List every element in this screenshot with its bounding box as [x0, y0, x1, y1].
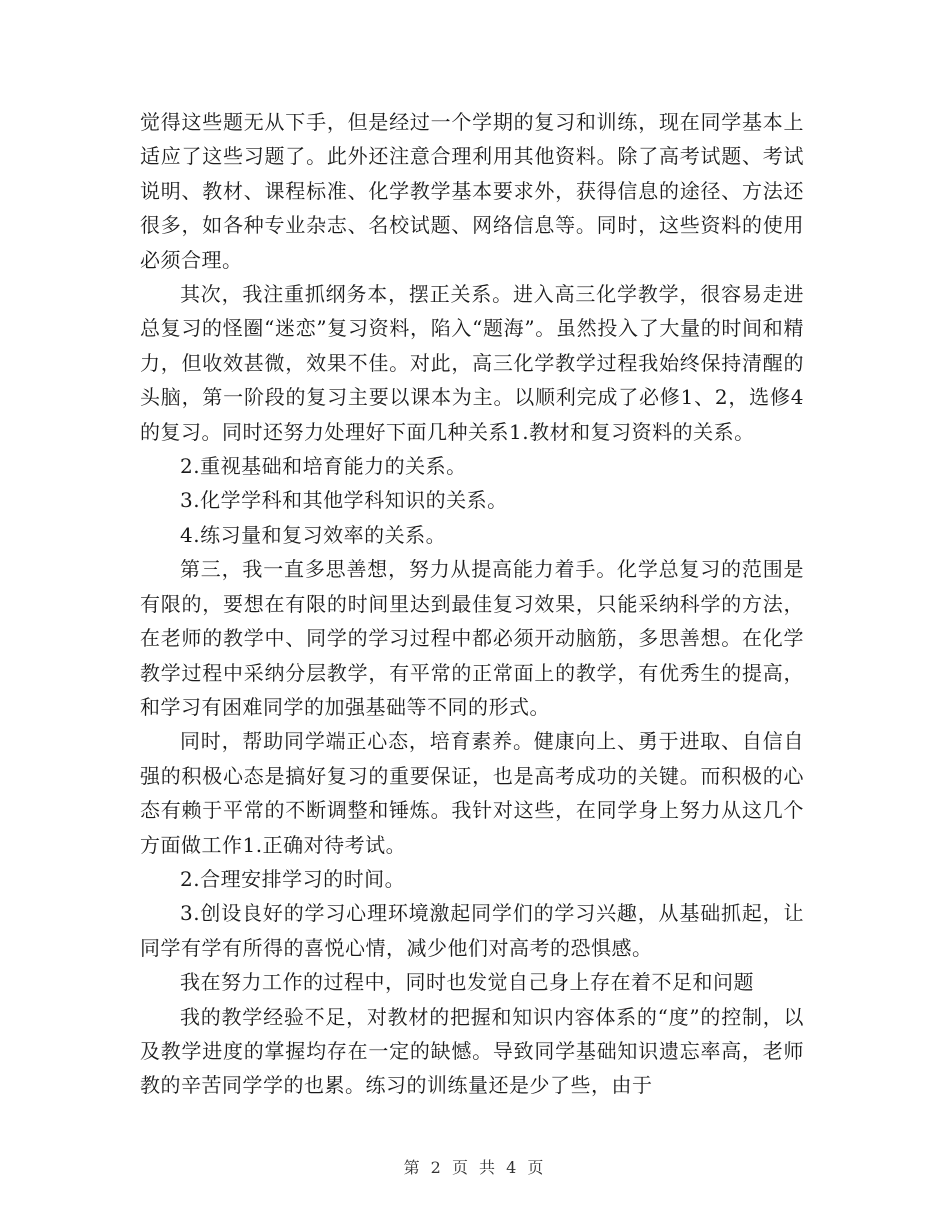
paragraph: 2.重视基础和培育能力的关系。 — [180, 454, 467, 479]
page-number-footer: 第 2 页 共 4 页 — [403, 1158, 547, 1177]
paragraph: 同时，帮助同学端正心态，培育素养。健康向上、勇于进取、自信自强的积极心态是搞好复习的重要保证，也是高考成功的关键。而积极的心态有赖于平常的不断调整和锤炼。我针对这些，在同学身上努力从这几个方面做工作1.正确对待考试。 — [140, 729, 804, 857]
paragraph: 我在努力工作的过程中，同时也发觉自己身上存在着不足和问题 — [180, 970, 754, 995]
paragraph: 2.合理安排学习的时间。 — [180, 866, 406, 891]
paragraph: 第三，我一直多思善想，努力从提高能力着手。化学总复习的范围是有限的，要想在有限的时间里达到最佳复习效果，只能采纳科学的方法，在老师的教学中、同学的学习过程中都必须开动脑筋，多思善想。在化学教学过程中采纳分层教学，有平常的正常面上的教学，有优秀生的提高，和学习有困难同学的加强基础等不同的形式。 — [140, 557, 804, 719]
document-body — [140, 105, 804, 1103]
paragraph: 其次，我注重抓纲务本，摆正关系。进入高三化学教学，很容易走进总复习的怪圈“迷恋”复习资料，陷入“题海”。虽然投入了大量的时间和精力，但收效甚微，效果不佳。对此，高三化学教学过程我始终保持清醒的头脑，第一阶段的复习主要以课本为主。以顺利完成了必修1、2，选修4的复习。同时还努力处理好下面几种关系1.教材和复习资料的关系。 — [140, 282, 804, 444]
paragraph: 我的教学经验不足，对教材的把握和知识内容体系的“度”的控制，以及教学进度的掌握均存在一定的缺憾。导致同学基础知识遗忘率高，老师教的辛苦同学学的也累。练习的训练量还是少了些，由于 — [140, 1004, 804, 1098]
paragraph: 3.创设良好的学习心理环境激起同学们的学习兴趣，从基础抓起，让同学有学有所得的喜悦心情，减少他们对高考的恐惧感。 — [140, 901, 804, 960]
paragraph: 4.练习量和复习效率的关系。 — [180, 522, 447, 547]
paragraph: 觉得这些题无从下手，但是经过一个学期的复习和训练，现在同学基本上适应了这些习题了。此外还注意合理利用其他资料。除了高考试题、考试说明、教材、课程标准、化学教学基本要求外，获得信息的途径、方法还很多，如各种专业杂志、名校试题、网络信息等。同时，这些资料的使用必须合理。 — [140, 110, 804, 272]
paragraph: 3.化学学科和其他学科知识的关系。 — [180, 488, 508, 513]
